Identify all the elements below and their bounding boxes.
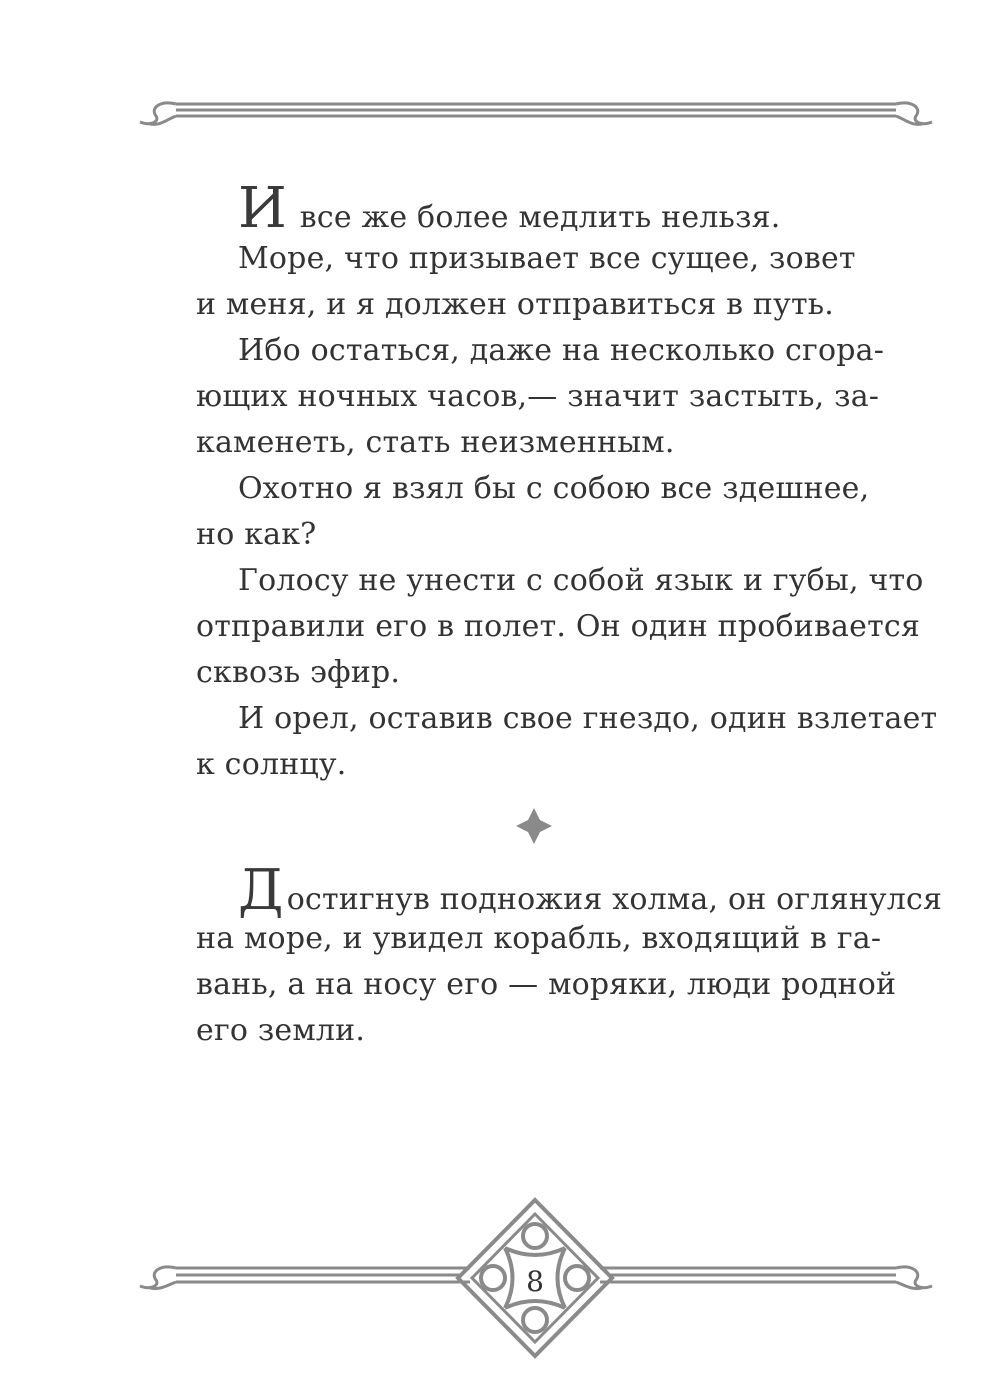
paragraph-line: Море, что призывает все сущее, зовет (238, 241, 856, 276)
paragraph-line: ющих ночных часов,— значит застыть, за- (196, 379, 880, 414)
paragraph-line: И орел, оставив свое гнездо, один взлетает (238, 701, 938, 736)
paragraph-line: Ибо остаться, даже на несколько сгора- (238, 333, 885, 368)
line-text: все же более медлить нельзя. (290, 200, 781, 235)
paragraph-line: и меня, и я должен отправиться в путь. (196, 287, 835, 322)
paragraph-line: к солнцу. (196, 747, 347, 782)
paragraph-line: на море, и увидел корабль, входящий в га- (196, 921, 882, 956)
page-number: 8 (526, 1265, 544, 1298)
diamond-star-icon (516, 808, 552, 844)
paragraph-line: но как? (196, 517, 317, 552)
paragraph-line: его земли. (196, 1013, 366, 1048)
paragraph-line (238, 858, 943, 923)
ornamental-border-top (140, 103, 932, 124)
paragraph-line (238, 176, 781, 241)
paragraph-line: Охотно я взял бы с собою все здешнее, (238, 471, 870, 506)
paragraph-line: отправили его в полет. Он один пробивается (196, 609, 921, 644)
drop-cap: И (238, 176, 288, 241)
paragraph-line: Голосу не унести с собой язык и губы, что (238, 563, 924, 598)
line-text: остигнув подножия холма, он оглянулся (286, 882, 943, 917)
paragraph-line: вань, а на носу его — моряки, люди родной (196, 967, 897, 1002)
drop-cap: Д (238, 858, 284, 923)
paragraph-line: сквозь эфир. (196, 655, 401, 690)
paragraph-line: каменеть, стать неизменным. (196, 425, 675, 460)
